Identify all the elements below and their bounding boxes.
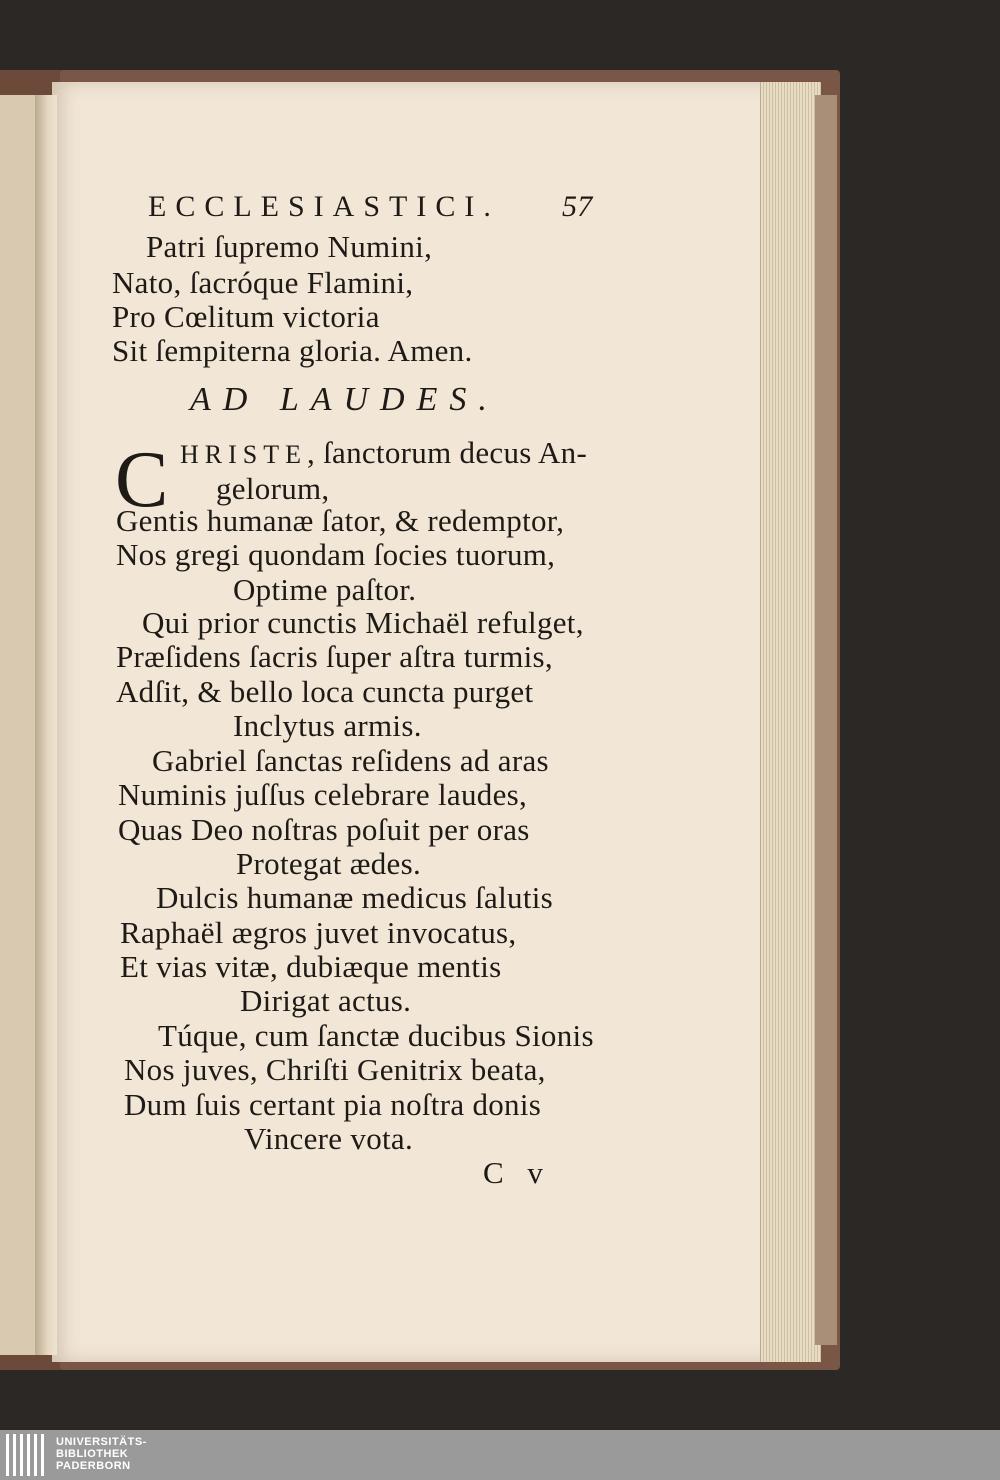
page-edges <box>760 82 821 1362</box>
doxology-line: Pro Cœlitum victoria <box>112 299 380 334</box>
hymn-line: Et vias vitæ, dubiæque mentis <box>120 949 502 984</box>
library-name <box>56 1436 147 1472</box>
hymn-line: Raphaël ægros juvet invocatus, <box>120 915 517 950</box>
library-name-line: UNIVERSITÄTS- <box>56 1436 147 1448</box>
hymn-line: Dulcis humanæ medicus ſalutis <box>156 880 554 915</box>
doxology-line: Sit ſempiterna gloria. Amen. <box>112 333 473 368</box>
hymn-line: Dum ſuis certant pia noſtra donis <box>124 1087 542 1122</box>
library-logo-icon <box>6 1434 46 1476</box>
hymn-line: Túque, cum ſanctæ ducibus Sionis <box>158 1018 594 1053</box>
library-name-line: PADERBORN <box>56 1460 131 1472</box>
library-name-line: BIBLIOTHEK <box>56 1448 129 1460</box>
doxology-line: Nato, ſacróque Flamini, <box>112 265 414 300</box>
hymn-line: Dirigat actus. <box>240 983 412 1018</box>
hymn-line: Gentis humanæ ſator, & redemptor, <box>116 503 565 538</box>
hymn-line: Vincere vota. <box>244 1121 414 1156</box>
doxology-line: Patri ſupremo Numini, <box>146 229 433 264</box>
hymn-line: Adſit, & bello loca cuncta purget <box>116 674 534 709</box>
hymn-first-line <box>180 436 587 472</box>
hymn-line: Quas Deo noſtras poſuit per oras <box>118 812 530 847</box>
catchword: C v <box>483 1155 551 1190</box>
page-number: 57 <box>562 190 593 223</box>
hymn-line: Numinis juſſus celebrare laudes, <box>118 777 528 812</box>
hymn-line: Inclytus armis. <box>233 708 422 743</box>
section-heading: AD LAUDES. <box>190 381 499 418</box>
hymn-line: Præſidens ſacris ſuper aſtra turmis, <box>116 639 553 674</box>
hymn-line: Qui prior cunctis Michaël refulget, <box>142 605 584 640</box>
gutter <box>35 95 57 1355</box>
cover-edge <box>815 95 837 1345</box>
first-line-rest: , ſanctorum decus An- <box>307 435 588 470</box>
hymn-line: gelorum, <box>216 471 330 506</box>
hymn-line: Gabriel ſanctas reſidens ad aras <box>152 743 549 778</box>
hymn-line: Nos gregi quondam ſocies tuorum, <box>116 537 556 572</box>
running-head: ECCLESIASTICI. <box>148 190 500 223</box>
library-footer <box>0 1430 1000 1480</box>
hymn-line: Nos juves, Chriſti Genitrix beata, <box>124 1052 546 1087</box>
first-word-smallcaps: HRISTE <box>180 440 307 469</box>
hymn-line: Optime paſtor. <box>233 572 417 607</box>
drop-cap: C <box>115 436 169 524</box>
hymn-line: Protegat ædes. <box>236 846 422 881</box>
